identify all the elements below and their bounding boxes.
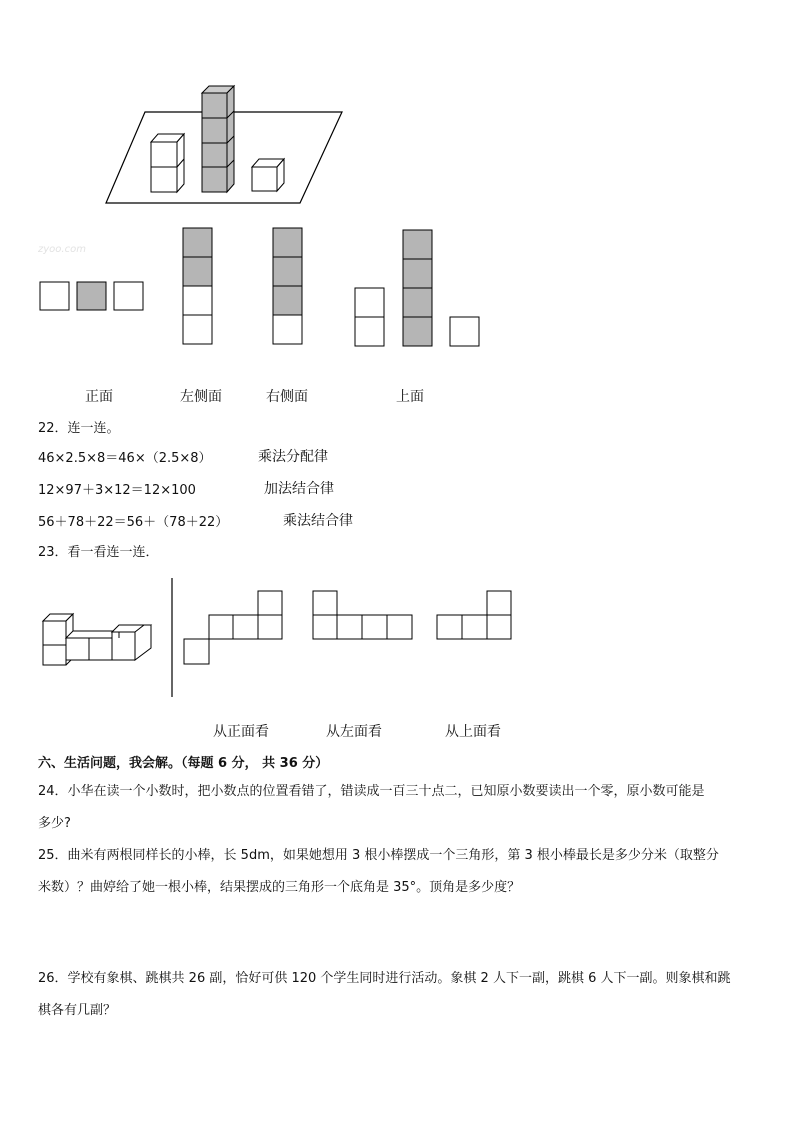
label-left-side-view: 左侧面 xyxy=(180,389,222,405)
q22-law-2: 加法结合律 xyxy=(264,481,334,497)
q22-equation-1: 46×2.5×8＝46×（2.5×8） xyxy=(38,451,212,466)
watermark: zyoo.com xyxy=(38,244,86,255)
q26-line-2: 棋各有几副？ xyxy=(38,1003,117,1018)
q22-law-1: 乘法分配律 xyxy=(258,449,328,465)
q22-law-3: 乘法结合律 xyxy=(283,513,353,529)
label-right-side-view: 右侧面 xyxy=(266,389,308,405)
q22-equation-3: 56＋78＋22＝56＋（78＋22） xyxy=(38,515,229,530)
q26-line-1: 26．学校有象棋、跳棋共 26 副，恰好可供 120 个学生同时进行活动。象棋 2 人下一副，跳棋 6 人下一副。则象棋和跳 xyxy=(38,971,731,986)
q23-label-left: 从左面看 xyxy=(326,724,382,740)
q24-line-1: 24．小华在读一个小数时，把小数点的位置看错了，错读成一百三十点二，已知原小数要读出一个零，原小数可能是 xyxy=(38,784,705,799)
label-front-view: 正面 xyxy=(85,389,113,405)
q23-title: 23．看一看连一连． xyxy=(38,545,159,560)
q23-view-1 xyxy=(184,591,282,664)
q23-3d-solid xyxy=(43,614,151,665)
q23-label-top: 从上面看 xyxy=(445,724,501,740)
q22-title: 22．连一连。 xyxy=(38,421,120,436)
q24-line-2: 多少? xyxy=(38,816,71,831)
label-top-view: 上面 xyxy=(396,389,424,405)
q23-label-front: 从正面看 xyxy=(213,724,269,740)
section-6-heading: 六、生活问题，我会解。（每题 6 分， 共 36 分） xyxy=(38,756,329,771)
q25-line-1: 25．曲米有两根同样长的小棒，长 5dm，如果她想用 3 根小棒摆成一个三角形，第 3 根小棒最长是多少分米（取整分 xyxy=(38,848,719,863)
q22-equation-2: 12×97＋3×12＝12×100 xyxy=(38,483,196,498)
q23-view-2 xyxy=(313,591,412,639)
q23-view-3 xyxy=(437,591,511,639)
q25-line-2: 米数）？曲婷给了她一根小棒，结果摆成的三角形一个底角是 35°。顶角是多少度？ xyxy=(38,880,521,895)
